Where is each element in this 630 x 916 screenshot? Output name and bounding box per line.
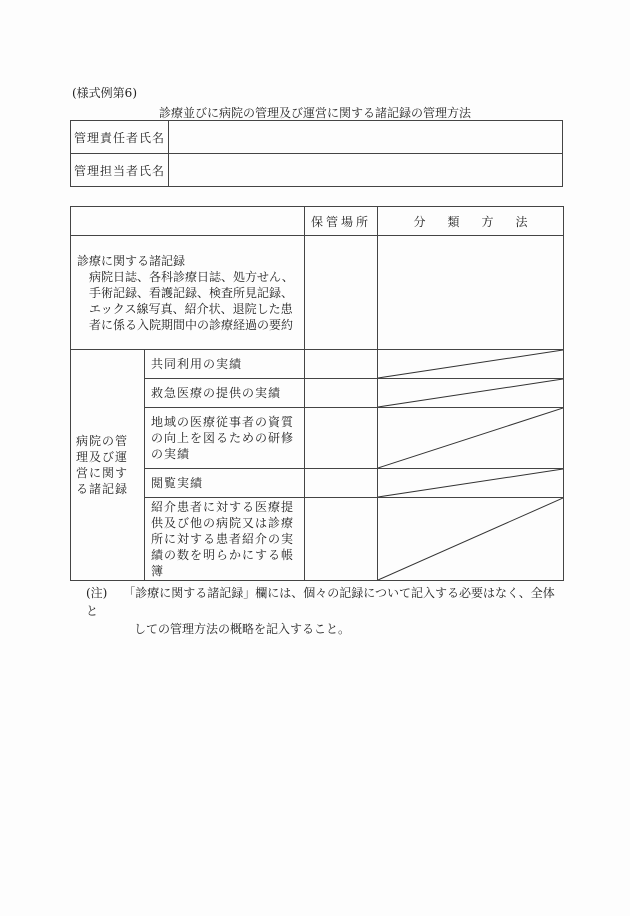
diagonal-cell bbox=[378, 408, 564, 469]
management-records-label: 病院の管理及び運営に関する諸記録 bbox=[71, 350, 145, 581]
manager-responsible-field[interactable] bbox=[169, 121, 563, 154]
item-referral-ledger: 紹介患者に対する医療提供及び他の病院又は診療所に対する患者紹介の実績の数を明らかにする帳簿 bbox=[145, 498, 305, 581]
note-prefix: (注) bbox=[86, 586, 108, 600]
diagonal-line-icon bbox=[378, 379, 563, 407]
medical-records-storage-field[interactable] bbox=[305, 236, 378, 350]
table-row bbox=[71, 408, 564, 469]
medical-records-cell bbox=[71, 236, 305, 350]
header-row bbox=[71, 207, 564, 236]
table-row bbox=[71, 498, 564, 581]
note-line-1: 「診療に関する諸記録」欄には、個々の記録について記入する必要はなく、全体と bbox=[86, 586, 555, 618]
diagonal-cell bbox=[378, 350, 564, 379]
form-number: (様式例第6) bbox=[72, 86, 137, 100]
footnote bbox=[86, 584, 566, 638]
diagonal-line-icon bbox=[378, 469, 563, 497]
note-line-2: しての管理方法の概略を記入すること。 bbox=[134, 622, 351, 636]
table-row bbox=[71, 154, 563, 187]
header-storage-location: 保管場所 bbox=[305, 207, 378, 236]
header-classification-method: 分 類 方 法 bbox=[378, 207, 564, 236]
header-blank bbox=[71, 207, 305, 236]
manager-responsible-label: 管理責任者氏名 bbox=[71, 121, 169, 154]
diagonal-line-icon bbox=[378, 408, 563, 468]
joint-use-storage-field[interactable] bbox=[305, 350, 378, 379]
medical-records-row bbox=[71, 236, 564, 350]
referral-ledger-storage-field[interactable] bbox=[305, 498, 378, 581]
training-storage-field[interactable] bbox=[305, 408, 378, 469]
item-viewing: 閲覧実績 bbox=[145, 469, 305, 498]
manager-in-charge-field[interactable] bbox=[169, 154, 563, 187]
diagonal-line-icon bbox=[378, 350, 563, 378]
table-row bbox=[71, 350, 564, 379]
diagonal-line-icon bbox=[378, 498, 563, 580]
medical-records-title: 診療に関する諸記録 bbox=[77, 253, 186, 268]
item-training: 地域の医療従事者の資質の向上を図るための研修の実績 bbox=[145, 408, 305, 469]
records-table bbox=[70, 206, 564, 581]
diagonal-cell bbox=[378, 469, 564, 498]
personnel-table bbox=[70, 120, 563, 187]
manager-in-charge-label: 管理担当者氏名 bbox=[71, 154, 169, 187]
table-row bbox=[71, 121, 563, 154]
medical-records-body: 病院日誌、各科診療日誌、処方せん、手術記録、看護記録、検査所見記録、エックス線写真、紹介状、退院した患者に係る入院期間中の診療経過の要約 bbox=[89, 269, 294, 332]
item-joint-use: 共同利用の実績 bbox=[145, 350, 305, 379]
table-row bbox=[71, 379, 564, 408]
diagonal-cell bbox=[378, 498, 564, 581]
medical-records-method-field[interactable] bbox=[378, 236, 564, 350]
item-emergency-care: 救急医療の提供の実績 bbox=[145, 379, 305, 408]
table-row bbox=[71, 469, 564, 498]
viewing-storage-field[interactable] bbox=[305, 469, 378, 498]
diagonal-cell bbox=[378, 379, 564, 408]
emergency-care-storage-field[interactable] bbox=[305, 379, 378, 408]
page-title: 診療並びに病院の管理及び運営に関する諸記録の管理方法 bbox=[158, 106, 471, 120]
